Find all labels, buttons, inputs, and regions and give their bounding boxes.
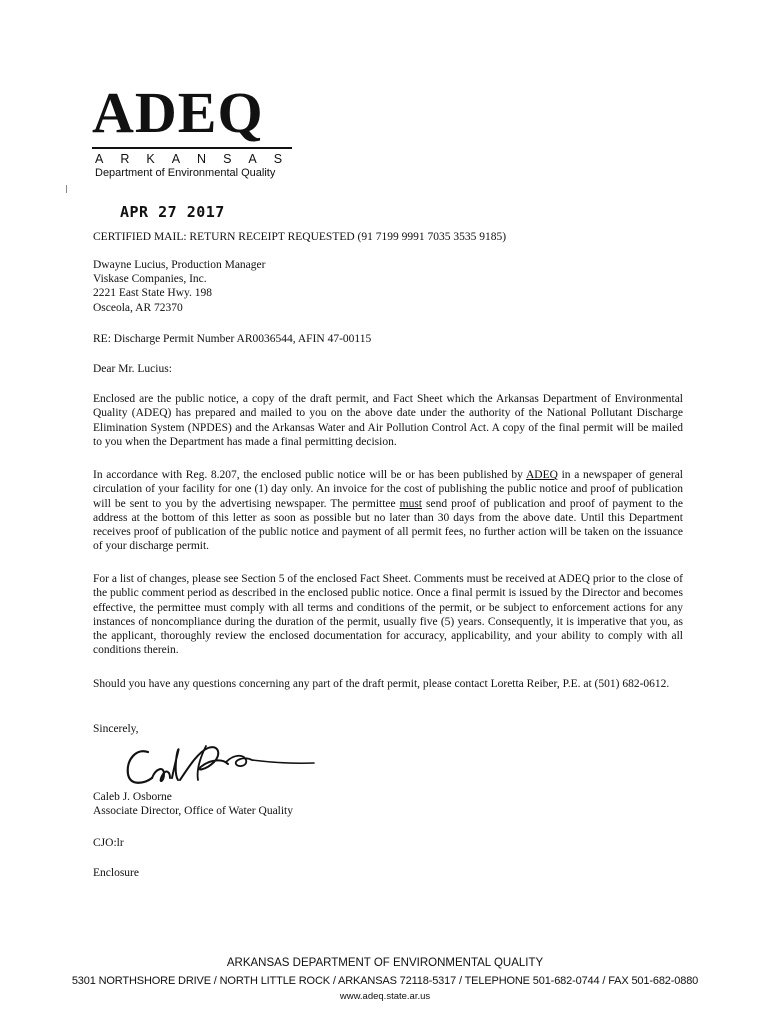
body-paragraph-3: For a list of changes, please see Section 5 of the enclosed Fact Sheet. Comments must be received at ADEQ prior to the close of the public comment period as described in the enclosed public notice. Once a final permit is issued by the Director and becomes effective, the permittee must comply with all terms and conditions of the permit, or be subject to enforcement actions for any instances of noncompliance during the duration of the permit, usually five (5) years. Consequently, it is imperative that you, as the applicant, thoroughly review the enclosed documentation for accuracy, applicability, and your ability to comply with all conditions therein. [93, 573, 683, 657]
body-paragraph-4: Should you have any questions concerning any part of the draft permit, please contact Loretta Reiber, P.E. at (501) 682-0612. [93, 678, 670, 690]
footer-address: 5301 NORTHSHORE DRIVE / NORTH LITTLE ROCK / ARKANSAS 72118-5317 / TELEPHONE 501-682-0744 / FAX 501-682-0880 [71, 975, 699, 987]
footer-website: www.adeq.state.ar.us [339, 991, 431, 1002]
recipient-company: Viskase Companies, Inc. [93, 273, 207, 286]
recipient-city: Osceola, AR 72370 [93, 301, 183, 314]
margin-mark [66, 185, 67, 193]
letterhead-state: ARKANSAS [95, 152, 300, 166]
p2-text-c: in a newspaper of general circulation of your facility for one (1) day only. An invoice for the cost of publishing the public notice and proof of publication will be sent to you by the advertising newspaper. The permittee [93, 469, 684, 510]
recipient-name: Dwayne Lucius, Production Manager [93, 259, 266, 271]
recipient-street: 2221 East State Hwy. 198 [93, 287, 213, 300]
logo-underline [92, 147, 292, 149]
closing: Sincerely, [93, 723, 139, 735]
certified-mail-line: CERTIFIED MAIL: RETURN RECEIPT REQUESTED (91 7199 9991 7035 3535 9185) [93, 231, 507, 243]
signer-block [93, 790, 293, 818]
p2-adeq-underlined: ADEQ [525, 469, 558, 481]
letterhead-department: Department of Environmental Quality [95, 167, 276, 179]
body-paragraph-2 [93, 468, 683, 554]
recipient-address [93, 258, 265, 315]
signer-title: Associate Director, Office of Water Quality [93, 805, 294, 818]
adeq-logo: ADEQ [92, 80, 264, 145]
p2-text-a: In accordance with Reg. 8.207, the enclosed public notice will be or has been published by [93, 469, 526, 481]
date-stamp: APR 27 2017 [120, 203, 225, 221]
salutation: Dear Mr. Lucius: [93, 363, 172, 375]
body-paragraph-1: Enclosed are the public notice, a copy of the draft permit, and Fact Sheet which the Arkansas Department of Environmental Quality (ADEQ) has prepared and mailed to you on the above date under the authority of the National Pollutant Discharge Elimination System (NPDES) and the Arkansas Water and Air Pollution Control Act. A copy of the final permit will be mailed to you when the Department has made a final permitting decision. [93, 393, 683, 448]
initials-line: CJO:lr [93, 837, 124, 849]
enclosure-line: Enclosure [93, 867, 139, 879]
handwritten-signature [118, 738, 318, 790]
signer-name: Caleb J. Osborne [93, 791, 172, 803]
footer-organization: ARKANSAS DEPARTMENT OF ENVIRONMENTAL QUALITY [226, 957, 544, 969]
re-line: RE: Discharge Permit Number AR0036544, AFIN 47-00115 [93, 333, 372, 345]
p2-must-underlined: must [399, 497, 422, 510]
p2-text-e: send proof of publication and proof of payment to the address at the bottom of this letter as soon as possible but no later than 30 days from the above date. Until this Department receives proof of publication of the public notice and payment of all permit fees, no further action will be taken on the issuance of your discharge permit. [93, 497, 683, 553]
